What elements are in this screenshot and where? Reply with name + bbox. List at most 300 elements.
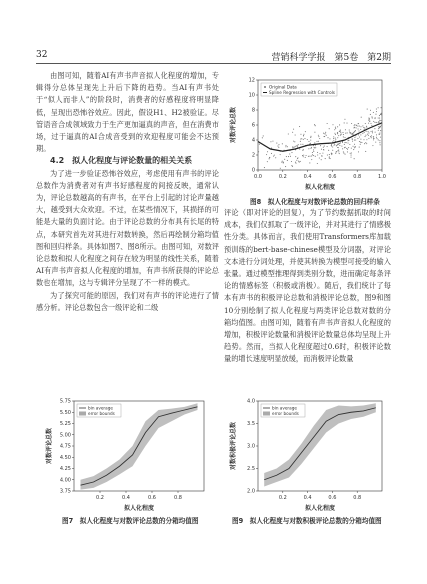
data-point bbox=[303, 139, 304, 140]
data-point bbox=[295, 163, 296, 164]
data-point bbox=[352, 146, 353, 147]
data-point bbox=[354, 137, 355, 138]
data-point bbox=[339, 153, 340, 154]
data-point bbox=[350, 157, 351, 158]
data-point bbox=[272, 141, 273, 142]
data-point bbox=[361, 117, 362, 118]
data-point bbox=[359, 137, 360, 138]
data-point bbox=[343, 136, 344, 137]
data-point bbox=[373, 139, 374, 140]
data-point bbox=[363, 139, 364, 140]
figure-8-caption: 图8 拟人化程度与对数评论总数的回归样条 bbox=[250, 198, 380, 206]
data-point bbox=[321, 159, 322, 160]
y-tick-label: 5.50 bbox=[59, 409, 71, 416]
data-point bbox=[361, 142, 362, 143]
data-point bbox=[290, 156, 291, 157]
data-point bbox=[317, 163, 318, 164]
data-point bbox=[378, 130, 379, 131]
data-point bbox=[299, 149, 300, 150]
header-rule bbox=[36, 63, 391, 64]
data-point bbox=[368, 118, 369, 119]
data-point bbox=[313, 155, 314, 156]
data-point bbox=[324, 146, 325, 147]
data-point bbox=[259, 144, 260, 145]
data-point bbox=[303, 156, 304, 157]
x-tick-label: 0.4 bbox=[303, 495, 312, 501]
data-point bbox=[291, 165, 292, 166]
data-point bbox=[331, 153, 332, 154]
data-point bbox=[318, 136, 319, 137]
data-point bbox=[364, 132, 365, 133]
data-point bbox=[319, 153, 320, 154]
data-point bbox=[314, 142, 315, 143]
data-point bbox=[368, 138, 369, 139]
data-point bbox=[379, 132, 380, 133]
data-point bbox=[285, 146, 286, 147]
data-point bbox=[343, 153, 344, 154]
data-point bbox=[378, 117, 379, 118]
data-point bbox=[312, 154, 313, 155]
figure-8 bbox=[228, 74, 388, 196]
paragraph: 评论（即对评论的回复），为了节约数据抓取的时间成本，我们仅抓取了一级评论，并对其进行了情感极性分类。具体而言，我们使用Transformers库加载预训练的bert-base-chinese模型及分词器，对评论文本进行分词处理，并使其转换为模型可接受的输入张量。通过模型推理得到类别分数，进而确定每条评论的情感标签（积极或消极）。随后，我们统计了每本有声书的积极评论总数和消极评论总数，图9和图10分别绘制了拟人化程度与两类评论总数对数的分箱均值图。由图可知，随着有声书声音拟人化程度的增加，积极评论数量和消极评论数量总体均呈现上升趋势。然而，当拟人化程度超过0.6时，积极评论数量的增长速度明显放缓，而消极评论数量 bbox=[224, 208, 391, 364]
data-point bbox=[284, 169, 285, 170]
data-point bbox=[350, 133, 351, 134]
x-tick-label: 0.6 bbox=[328, 174, 337, 180]
data-point bbox=[346, 148, 347, 149]
data-point bbox=[368, 123, 369, 124]
data-point bbox=[340, 142, 341, 143]
data-point bbox=[378, 126, 379, 127]
data-point bbox=[306, 155, 307, 156]
y-tick-label: 5.00 bbox=[59, 432, 71, 439]
data-point bbox=[364, 128, 365, 129]
data-point bbox=[379, 115, 380, 116]
figure-8-chart bbox=[228, 74, 388, 192]
data-point bbox=[333, 136, 334, 137]
y-tick-label: 4.75 bbox=[59, 443, 71, 450]
data-point bbox=[357, 123, 358, 124]
data-point bbox=[311, 147, 312, 148]
data-point bbox=[302, 144, 303, 145]
data-point bbox=[380, 137, 381, 138]
data-point bbox=[319, 158, 320, 159]
journal-title: 营销科学学报 第5卷 第2期 bbox=[271, 53, 391, 63]
legend-label: error bounds bbox=[272, 411, 299, 416]
data-point bbox=[329, 138, 330, 139]
data-point bbox=[373, 136, 374, 137]
data-point bbox=[344, 142, 345, 143]
data-point bbox=[374, 122, 375, 123]
legend-marker-band bbox=[263, 412, 270, 416]
data-point bbox=[335, 128, 336, 129]
data-point bbox=[351, 152, 352, 153]
data-point bbox=[262, 137, 263, 138]
data-point bbox=[348, 147, 349, 148]
data-point bbox=[308, 156, 309, 157]
data-point bbox=[298, 161, 299, 162]
data-point bbox=[362, 133, 363, 134]
data-point bbox=[314, 124, 315, 125]
data-point bbox=[335, 127, 336, 128]
data-point bbox=[295, 162, 296, 163]
data-point bbox=[351, 133, 352, 134]
data-point bbox=[375, 114, 376, 115]
data-point bbox=[314, 147, 315, 148]
data-point bbox=[358, 129, 359, 130]
data-point bbox=[362, 125, 363, 126]
data-point bbox=[274, 155, 275, 156]
data-point bbox=[344, 122, 345, 123]
data-point bbox=[335, 139, 336, 140]
y-tick-label: 5.75 bbox=[59, 398, 71, 405]
data-point bbox=[292, 132, 293, 133]
data-point bbox=[376, 138, 377, 139]
data-point bbox=[360, 134, 361, 135]
data-point bbox=[371, 116, 372, 117]
data-point bbox=[278, 147, 279, 148]
data-point bbox=[354, 125, 355, 126]
data-point bbox=[310, 136, 311, 137]
data-point bbox=[350, 155, 351, 156]
data-point bbox=[310, 137, 311, 138]
y-tick-label: 2.0 bbox=[247, 488, 255, 495]
data-point bbox=[270, 141, 271, 142]
y-axis-label: 对数积极评论总数 bbox=[230, 421, 237, 471]
data-point bbox=[358, 130, 359, 131]
data-point bbox=[332, 150, 333, 151]
right-column bbox=[224, 207, 391, 366]
data-point bbox=[278, 144, 279, 145]
data-point bbox=[308, 148, 309, 149]
data-point bbox=[329, 157, 330, 158]
data-point bbox=[322, 153, 323, 154]
data-point bbox=[324, 136, 325, 137]
data-point bbox=[305, 131, 306, 132]
data-point bbox=[379, 118, 380, 119]
data-point bbox=[356, 127, 357, 128]
data-point bbox=[325, 132, 326, 133]
y-tick-label: 0 bbox=[251, 167, 255, 174]
data-point bbox=[287, 160, 288, 161]
data-point bbox=[376, 134, 377, 135]
y-tick-label: 4.25 bbox=[59, 466, 71, 473]
legend-marker-band bbox=[79, 412, 86, 416]
legend-label: error bounds bbox=[88, 411, 115, 416]
data-point bbox=[288, 133, 289, 134]
data-point bbox=[269, 157, 270, 158]
data-point bbox=[292, 147, 293, 148]
data-point bbox=[380, 126, 381, 127]
data-point bbox=[371, 135, 372, 136]
data-point bbox=[338, 151, 339, 152]
data-point bbox=[343, 151, 344, 152]
data-point bbox=[376, 122, 377, 123]
data-point bbox=[334, 145, 335, 146]
data-point bbox=[371, 137, 372, 138]
data-point bbox=[323, 133, 324, 134]
data-point bbox=[294, 141, 295, 142]
y-tick-label: 2 bbox=[251, 152, 255, 159]
y-tick-label: 12 bbox=[248, 77, 255, 84]
data-point bbox=[378, 121, 379, 122]
y-tick-label: 4.0 bbox=[247, 398, 255, 405]
data-point bbox=[345, 133, 346, 134]
data-point bbox=[344, 119, 345, 120]
data-point bbox=[349, 132, 350, 133]
y-tick-label: 5.25 bbox=[59, 421, 71, 428]
data-point bbox=[346, 123, 347, 124]
data-point bbox=[375, 117, 376, 118]
data-point bbox=[300, 141, 301, 142]
data-point bbox=[355, 130, 356, 131]
data-point bbox=[381, 130, 382, 131]
data-point bbox=[308, 141, 309, 142]
data-point bbox=[364, 143, 365, 144]
data-point bbox=[374, 128, 375, 129]
data-point bbox=[353, 149, 354, 150]
data-point bbox=[323, 149, 324, 150]
data-point bbox=[317, 154, 318, 155]
data-point bbox=[376, 137, 377, 138]
page-number: 32 bbox=[36, 50, 48, 60]
data-point bbox=[335, 134, 336, 135]
data-point bbox=[370, 123, 371, 124]
data-point bbox=[369, 119, 370, 120]
data-point bbox=[303, 155, 304, 156]
data-point bbox=[347, 149, 348, 150]
data-point bbox=[263, 135, 264, 136]
data-point bbox=[346, 142, 347, 143]
data-point bbox=[296, 160, 297, 161]
data-point bbox=[295, 156, 296, 157]
data-point bbox=[327, 137, 328, 138]
data-point bbox=[365, 142, 366, 143]
data-point bbox=[372, 117, 373, 118]
data-point bbox=[340, 130, 341, 131]
data-point bbox=[373, 112, 374, 113]
data-point bbox=[333, 140, 334, 141]
data-point bbox=[304, 138, 305, 139]
data-point bbox=[360, 139, 361, 140]
data-point bbox=[352, 134, 353, 135]
data-point bbox=[363, 127, 364, 128]
data-point bbox=[372, 132, 373, 133]
data-point bbox=[303, 149, 304, 150]
data-point bbox=[300, 134, 301, 135]
data-point bbox=[354, 140, 355, 141]
data-point bbox=[378, 139, 379, 140]
data-point bbox=[318, 141, 319, 142]
data-point bbox=[282, 161, 283, 162]
y-tick-label: 4.50 bbox=[59, 454, 71, 461]
y-tick-label: 3.5 bbox=[247, 421, 255, 428]
data-point bbox=[354, 147, 355, 148]
legend-label: Spline Regression with Controls bbox=[269, 90, 335, 95]
data-point bbox=[354, 158, 355, 159]
data-point bbox=[332, 146, 333, 147]
x-tick-label: 0.8 bbox=[174, 495, 182, 501]
data-point bbox=[359, 147, 360, 148]
legend-label: bin average bbox=[272, 405, 297, 411]
data-point bbox=[314, 132, 315, 133]
data-point bbox=[375, 142, 376, 143]
x-tick-label: 0.6 bbox=[328, 495, 337, 501]
x-tick-label: 0.8 bbox=[353, 174, 362, 180]
data-point bbox=[312, 152, 313, 153]
data-point bbox=[365, 151, 366, 152]
data-point bbox=[342, 148, 343, 149]
figure-9-chart bbox=[228, 395, 388, 513]
data-point bbox=[296, 146, 297, 147]
data-point bbox=[300, 138, 301, 139]
data-point bbox=[276, 143, 277, 144]
data-point bbox=[337, 126, 338, 127]
data-point bbox=[380, 144, 381, 145]
data-point bbox=[347, 132, 348, 133]
data-point bbox=[281, 162, 282, 163]
data-point bbox=[375, 132, 376, 133]
data-point bbox=[291, 161, 292, 162]
data-point bbox=[355, 139, 356, 140]
data-point bbox=[381, 125, 382, 126]
data-point bbox=[366, 143, 367, 144]
data-point bbox=[297, 146, 298, 147]
data-point bbox=[313, 151, 314, 152]
data-point bbox=[371, 125, 372, 126]
data-point bbox=[267, 161, 268, 162]
data-point bbox=[366, 127, 367, 128]
data-point bbox=[351, 123, 352, 124]
data-point bbox=[280, 154, 281, 155]
data-point bbox=[360, 142, 361, 143]
data-point bbox=[354, 144, 355, 145]
data-point bbox=[364, 136, 365, 137]
data-point bbox=[258, 151, 259, 152]
data-point bbox=[352, 141, 353, 142]
data-point bbox=[293, 147, 294, 148]
data-point bbox=[288, 156, 289, 157]
data-point bbox=[342, 142, 343, 143]
data-point bbox=[347, 140, 348, 141]
data-point bbox=[285, 166, 286, 167]
data-point bbox=[329, 154, 330, 155]
data-point bbox=[360, 126, 361, 127]
data-point bbox=[380, 130, 381, 131]
data-point bbox=[360, 129, 361, 130]
data-point bbox=[331, 154, 332, 155]
data-point bbox=[300, 169, 301, 170]
data-point bbox=[300, 144, 301, 145]
y-tick-label: 8 bbox=[251, 107, 255, 114]
paragraph: 由图可知，随着AI有声书声音拟人化程度的增加，专辑得分总体呈现先上升后下降的趋势。当AI有声书处于“似人而非人”的阶段时，消费者的好感程度将明显降低，呈现出恐怖谷效应。因此，假设H1、H2被验证。尽管语音合成领域致力于生产更加逼真的声音，但在消费市场，过于逼真的AI合成音受到的欢迎程度可能会不达预期。 bbox=[36, 71, 219, 154]
data-point bbox=[368, 132, 369, 133]
data-point bbox=[285, 145, 286, 146]
data-point bbox=[275, 157, 276, 158]
data-point bbox=[347, 151, 348, 152]
data-point bbox=[357, 125, 358, 126]
data-point bbox=[370, 114, 371, 115]
left-column bbox=[36, 70, 219, 314]
data-point bbox=[321, 156, 322, 157]
data-point bbox=[309, 162, 310, 163]
data-point bbox=[284, 159, 285, 160]
data-point bbox=[291, 152, 292, 153]
data-point bbox=[344, 147, 345, 148]
data-point bbox=[300, 161, 301, 162]
data-point bbox=[368, 135, 369, 136]
data-point bbox=[347, 142, 348, 143]
paragraph: 为了进一步验证恐怖谷效应，考虑使用有声书的评论总数作为消费者对有声书好感程度的间接反映，通常认为，评论总数越高的有声书，在平台上引起的讨论声量越大，越受到大众欢迎。不过，在某些情况下，其损择的可能是大量的负面讨论。由于评论总数的分布具有长尾的特点，本研究首先对其进行对数转换，然后再绘制分箱均值图和回归样条。具体如图7、图8所示。由图可知，对数评论总数和拟人化程度之间存在较为明显的线性关系，随着AI有声书声音拟人化程度的增加，有声书所获得的评论总数也在增加，这与专辑评分呈现了不一样的模式。 bbox=[36, 168, 219, 288]
data-point bbox=[264, 167, 265, 168]
data-point bbox=[323, 147, 324, 148]
data-point bbox=[344, 137, 345, 138]
data-point bbox=[334, 144, 335, 145]
data-point bbox=[351, 148, 352, 149]
data-point bbox=[311, 159, 312, 160]
data-point bbox=[359, 126, 360, 127]
data-point bbox=[380, 120, 381, 121]
data-point bbox=[344, 144, 345, 145]
data-point bbox=[372, 145, 373, 146]
data-point bbox=[273, 156, 274, 157]
data-point bbox=[350, 153, 351, 154]
data-point bbox=[271, 153, 272, 154]
data-point bbox=[345, 129, 346, 130]
data-point bbox=[370, 131, 371, 132]
data-point bbox=[366, 131, 367, 132]
data-point bbox=[338, 147, 339, 148]
data-point bbox=[302, 155, 303, 156]
figure-7-caption: 图7 拟人化程度与对数评论总数的分箱均值图 bbox=[62, 517, 199, 525]
y-tick-label: 10 bbox=[248, 92, 255, 99]
data-point bbox=[345, 154, 346, 155]
data-point bbox=[299, 162, 300, 163]
x-tick-label: 0.2 bbox=[278, 174, 287, 180]
data-point bbox=[292, 146, 293, 147]
data-point bbox=[327, 146, 328, 147]
data-point bbox=[298, 144, 299, 145]
data-point bbox=[286, 156, 287, 157]
figure-7-chart bbox=[44, 395, 210, 513]
data-point bbox=[372, 131, 373, 132]
data-point bbox=[336, 151, 337, 152]
data-point bbox=[339, 130, 340, 131]
data-point bbox=[315, 145, 316, 146]
data-point bbox=[315, 156, 316, 157]
y-tick-label: 4.00 bbox=[59, 477, 71, 484]
figure-9 bbox=[228, 395, 388, 517]
y-tick-label: 3.75 bbox=[59, 488, 71, 495]
data-point bbox=[311, 155, 312, 156]
data-point bbox=[297, 145, 298, 146]
data-point bbox=[269, 158, 270, 159]
x-tick-label: 1.0 bbox=[378, 174, 386, 180]
data-point bbox=[326, 135, 327, 136]
data-point bbox=[339, 145, 340, 146]
data-point bbox=[338, 135, 339, 136]
figure-9-caption: 图9 拟人化程度与对数积极评论总数的分箱均值图 bbox=[232, 517, 382, 525]
data-point bbox=[313, 145, 314, 146]
data-point bbox=[335, 153, 336, 154]
data-point bbox=[317, 152, 318, 153]
data-point bbox=[303, 134, 304, 135]
data-point bbox=[342, 132, 343, 133]
x-tick-label: 0.8 bbox=[353, 495, 362, 501]
legend-label: Original Data bbox=[269, 84, 297, 90]
data-point bbox=[283, 162, 284, 163]
x-tick-label: 0.4 bbox=[122, 495, 130, 501]
data-point bbox=[373, 121, 374, 122]
